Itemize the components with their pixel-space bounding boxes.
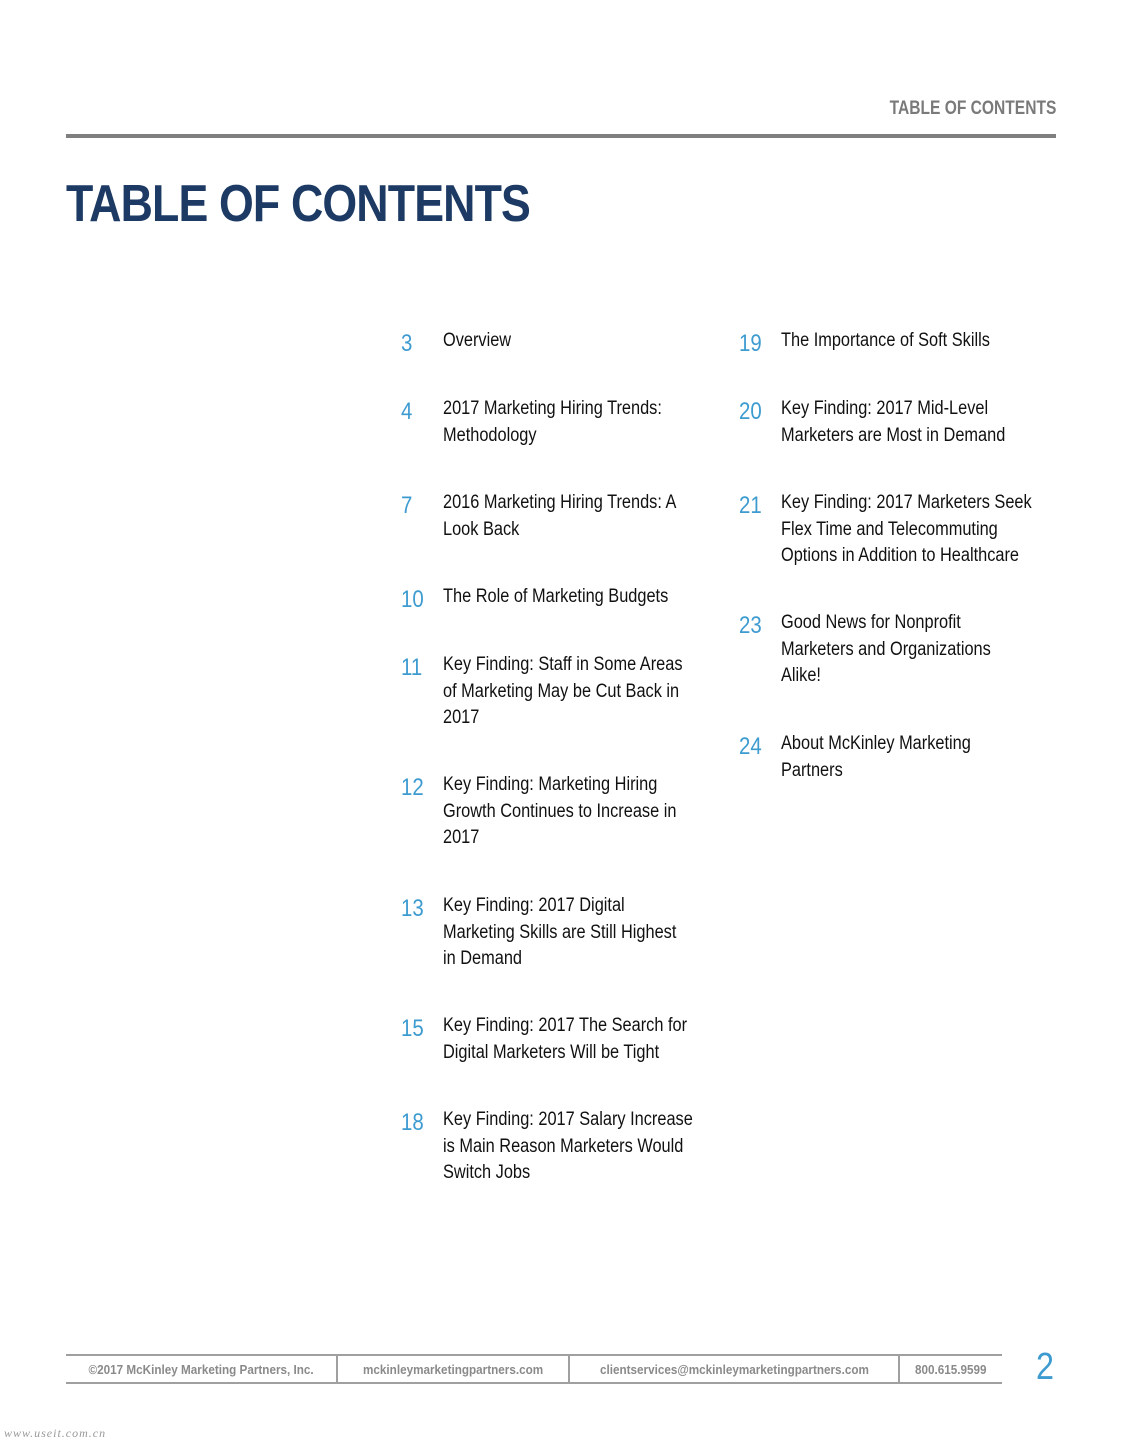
toc-entry-title: 2016 Marketing Hiring Trends: A Look Back <box>443 492 677 540</box>
toc-page-number: 18 <box>401 1109 424 1136</box>
toc-entry[interactable] <box>739 396 1081 449</box>
page-title: TABLE OF CONTENTS <box>66 175 531 233</box>
toc-page-number: 24 <box>739 733 762 760</box>
footer-website-link[interactable]: mckinleymarketingpartners.com <box>338 1356 570 1382</box>
toc-page-number: 4 <box>401 398 413 425</box>
footer-email-link[interactable]: clientservices@mckinleymarketingpartners.com <box>570 1356 900 1382</box>
toc-entry[interactable] <box>401 652 743 732</box>
toc-entry[interactable] <box>401 490 743 543</box>
toc-entry-title: About McKinley Marketing Partners <box>781 733 971 781</box>
toc-entry[interactable] <box>739 610 1081 690</box>
toc-entry-title: Key Finding: Staff in Some Areas of Marketing May be Cut Back in 2017 <box>443 654 683 728</box>
toc-page-number: 20 <box>739 398 762 425</box>
toc-entry[interactable] <box>401 328 743 359</box>
toc-entry-title: Key Finding: Marketing Hiring Growth Continues to Increase in 2017 <box>443 774 677 848</box>
toc-entry-title: Key Finding: 2017 Marketers Seek Flex Time and Telecommuting Options in Addition to Healthcare <box>781 492 1032 566</box>
toc-page-number: 15 <box>401 1015 424 1042</box>
toc-page-number: 19 <box>739 330 762 357</box>
toc-entry[interactable] <box>401 893 743 973</box>
toc-entry[interactable] <box>401 584 743 615</box>
toc-page-number: 23 <box>739 612 762 639</box>
toc-page-number: 13 <box>401 895 424 922</box>
toc-entry-title: Key Finding: 2017 Digital Marketing Skills are Still Highest in Demand <box>443 895 677 969</box>
toc-entry[interactable] <box>401 1013 743 1066</box>
toc-page-number: 3 <box>401 330 413 357</box>
toc-page-number: 12 <box>401 774 424 801</box>
toc-entry-title: Key Finding: 2017 Salary Increase is Main Reason Marketers Would Switch Jobs <box>443 1109 693 1183</box>
toc-entry-title: Key Finding: 2017 Mid-Level Marketers are Most in Demand <box>781 398 1006 446</box>
running-header: TABLE OF CONTENTS <box>889 98 1056 119</box>
toc-entry-title: Key Finding: 2017 The Search for Digital Marketers Will be Tight <box>443 1015 688 1063</box>
toc-entry-title: Overview <box>443 330 512 351</box>
footer-copyright: ©2017 McKinley Marketing Partners, Inc. <box>66 1356 338 1382</box>
toc-entry-title: The Role of Marketing Budgets <box>443 586 669 607</box>
toc-entry[interactable] <box>739 328 1081 359</box>
toc-entry[interactable] <box>401 772 743 852</box>
toc-entry[interactable] <box>739 490 1081 570</box>
footer-bar <box>66 1354 1002 1384</box>
toc-page-number: 7 <box>401 492 413 519</box>
toc-entry-title: The Importance of Soft Skills <box>781 330 990 351</box>
page-number: 2 <box>1036 1346 1054 1388</box>
toc-page-number: 11 <box>401 654 423 681</box>
toc-entry-title: Good News for Nonprofit Marketers and Organizations Alike! <box>781 612 991 686</box>
header-rule <box>66 134 1056 138</box>
toc-entry[interactable] <box>401 396 743 449</box>
watermark: www.useit.com.cn <box>4 1426 107 1440</box>
toc-entry[interactable] <box>401 1107 743 1187</box>
toc-page-number: 10 <box>401 586 424 613</box>
toc-page-number: 21 <box>739 492 762 519</box>
toc-entry[interactable] <box>739 731 1081 784</box>
toc-entry-title: 2017 Marketing Hiring Trends: Methodology <box>443 398 662 446</box>
footer-phone[interactable]: 800.615.9599 <box>915 1361 987 1377</box>
